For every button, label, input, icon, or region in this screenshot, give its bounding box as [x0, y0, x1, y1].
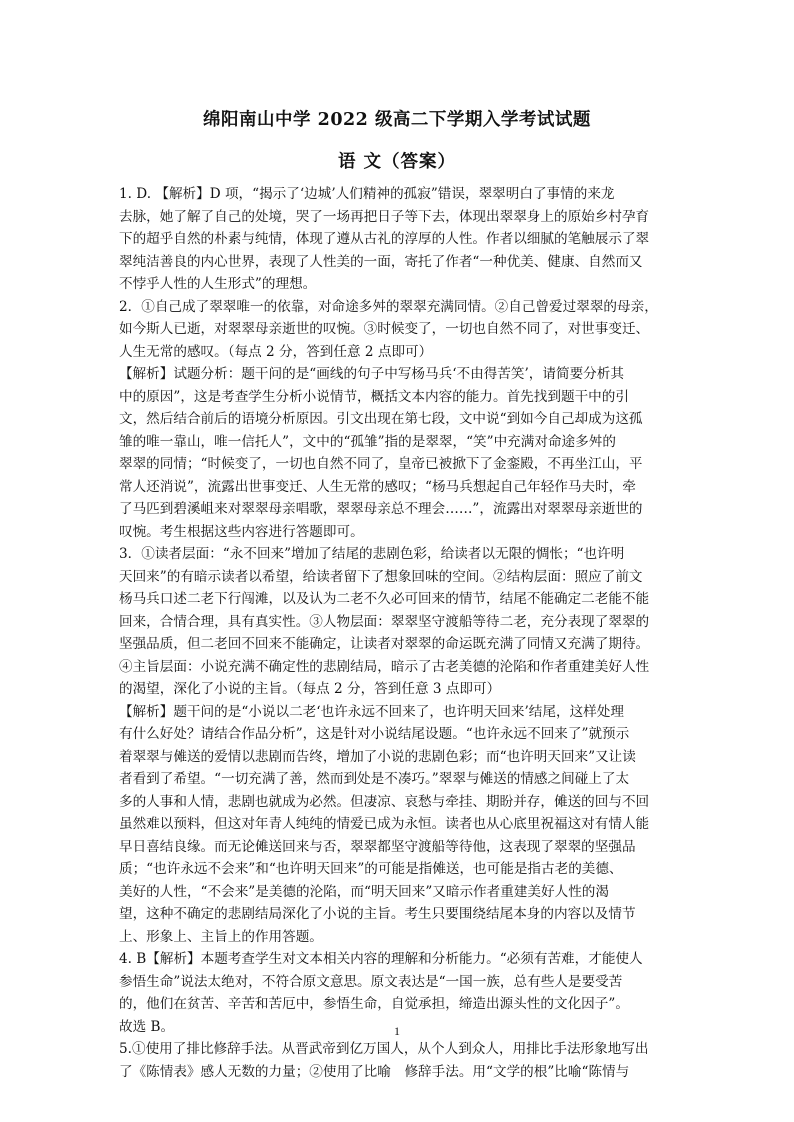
document-subtitle: 语 文（答案） — [337, 152, 457, 172]
text-line: 了《陈情表》感人无数的力量；②使用了比喻 修辞手法。用“文学的根”比喻“陈情与 — [119, 1063, 630, 1080]
text-line: 的，他们在贫苦、辛苦和苦厄中，参悟生命，自觉承担，缔造出源头性的文化因子”。 — [119, 996, 629, 1012]
document-title: 绵阳南山中学 2022 级高二下学期入学考试试题 — [203, 110, 591, 130]
text-line: 【解析】试题分析：题干问的是“画线的句子中写杨马兵‘不由得苦笑’，请简要分析其 — [119, 366, 624, 382]
text-line: 了马匹到碧溪岨来对翠翠母亲唱歌，翠翠母亲总不理会……”，流露出对翠翠母亲逝世的 — [119, 501, 643, 517]
text-line: 者看到了希望。“一切充满了善，然而到处是不凑巧。”翠翠与傩送的情感之间碰上了太 — [119, 771, 630, 787]
text-line: 坚强品质，但二老回不回来不能确定，让读者对翠翠的命运既充满了同情又充满了期待。 — [119, 636, 650, 652]
text-line: 不悖乎人性的人生形式”的理想。 — [119, 276, 317, 292]
text-line: 中的原因”，这是考查学生分析小说情节，概括文本内容的能力。首先找到题干中的引 — [119, 388, 629, 405]
text-line: 故选 B。 — [119, 1018, 175, 1035]
text-line: 虽然难以预料，但这对年青人纯纯的情爱已成为永恒。读者也从心底里祝福这对有情人能 — [119, 816, 650, 832]
text-line: 美好的人性，“不会来”是美德的沦陷，而“明天回来”又暗示作者重建美好人性的渴 — [119, 883, 609, 900]
text-line: 【解析】题干问的是“小说以二老‘也许永远不回来了，也许明天回来’结尾，这样处理 — [119, 703, 624, 720]
text-line: 的渴望，深化了小说的主旨。（每点 2 分，答到任意 3 点即可） — [119, 681, 501, 697]
text-line: 人生无常的感叹。（每点 2 分，答到任意 2 点即可） — [119, 343, 433, 360]
text-line: 着翠翠与傩送的爱情以悲剧而告终，增加了小说的悲剧色彩；而“也许明天回来”又让读 — [119, 748, 636, 765]
text-line: 翠翠的同情；“时候变了，一切也自然不同了，皇帝已被掀下了金銮殿，不再坐江山，平 — [119, 456, 643, 472]
text-line: 多的人事和人情，悲剧也就成为必然。但凄凉、哀愁与牵挂、期盼并存，傩送的回与不回 — [119, 793, 650, 810]
text-line: 参悟生命”说法太绝对，不符合原文意思。原文表达是“一国一族，总有些人是要受苦 — [119, 973, 623, 990]
text-line: 有什么好处？请结合作品分析”，这是针对小说结尾设题。“也许永远不回来了”就预示 — [119, 726, 630, 742]
text-line: 文，然后结合前后的语境分析原因。引文出现在第七段，文中说“到如今自己却成为这孤 — [119, 411, 643, 427]
page-number: 1 — [394, 1024, 400, 1038]
text-line: 质；“也许永远不会来”和“也许明天回来”的可能是指傩送，也可能是指古老的美德、 — [119, 861, 623, 877]
answer-body — [119, 183, 679, 1083]
text-line: 3．①读者层面：“永不回来”增加了结尾的悲剧色彩，给读者以无限的惆怅；“也许明 — [119, 546, 625, 562]
text-line: 4. B【解析】本题考查学生对文本相关内容的理解和分析能力。“必须有苦难，才能使人 — [119, 951, 643, 967]
text-line: ④主旨层面：小说充满不确定性的悲剧结局，暗示了古老美德的沦陷和作者重建美好人性 — [119, 658, 650, 675]
text-line: 如今斯人已逝，对翠翠母亲逝世的叹惋。③时候变了，一切也自然不同了，对世事变迁、 — [119, 321, 650, 337]
text-line: 早日喜结良缘。而无论傩送回来与否，翠翠都坚守渡船等待他，这表现了翠翠的坚强品 — [119, 838, 636, 855]
text-line: 去脉，她了解了自己的处境，哭了一场再把日子等下去，体现出翠翠身上的原始乡村孕育 — [119, 208, 650, 225]
text-line: 回来，合情合理，具有真实性。③人物层面：翠翠坚守渡船等待二老，充分表现了翠翠的 — [119, 613, 650, 630]
text-line: 常人还消说”，流露出世事变迁、人生无常的感叹；“杨马兵想起自己年轻作马夫时，牵 — [119, 478, 636, 495]
text-line: 下的超乎自然的朴素与纯情，体现了遵从古礼的淳厚的人性。作者以细腻的笔触展示了翠 — [119, 231, 650, 247]
text-line: 杨马兵口述二老下行闯滩，以及认为二老不久必可回来的情节，结尾不能确定二老能不能 — [119, 591, 650, 607]
text-line: 雏的唯一靠山，唯一信托人”，文中的“孤雏”指的是翠翠，“笑”中充满对命途多舛的 — [119, 433, 616, 450]
text-line: 5.①使用了排比修辞手法。从晋武帝到亿万国人，从个人到众人，用排比手法形象地写出 — [119, 1041, 649, 1057]
text-line: 1. D. 【解析】D 项，“揭示了‘边城’人们精神的孤寂”错误，翠翠明白了事情的来龙 — [119, 186, 615, 202]
text-line: 天回来”的有暗示读者以希望，给读者留下了想象回味的空间。②结构层面：照应了前文 — [119, 568, 643, 585]
text-line: 2．①自己成了翠翠唯一的依靠，对命途多舛的翠翠充满同情。②自己曾爱过翠翠的母亲， — [119, 298, 658, 315]
text-line: 望，这种不确定的悲剧结局深化了小说的主旨。考生只要围绕结尾本身的内容以及情节 — [119, 906, 636, 922]
text-line: 叹惋。考生根据这些内容进行答题即可。 — [119, 523, 364, 540]
text-line: 翠纯洁善良的内心世界，表现了人性美的一面，寄托了作者“一种优美、健康、自然而又 — [119, 253, 643, 270]
text-line: 上、形象上、主旨上的作用答题。 — [119, 928, 323, 945]
